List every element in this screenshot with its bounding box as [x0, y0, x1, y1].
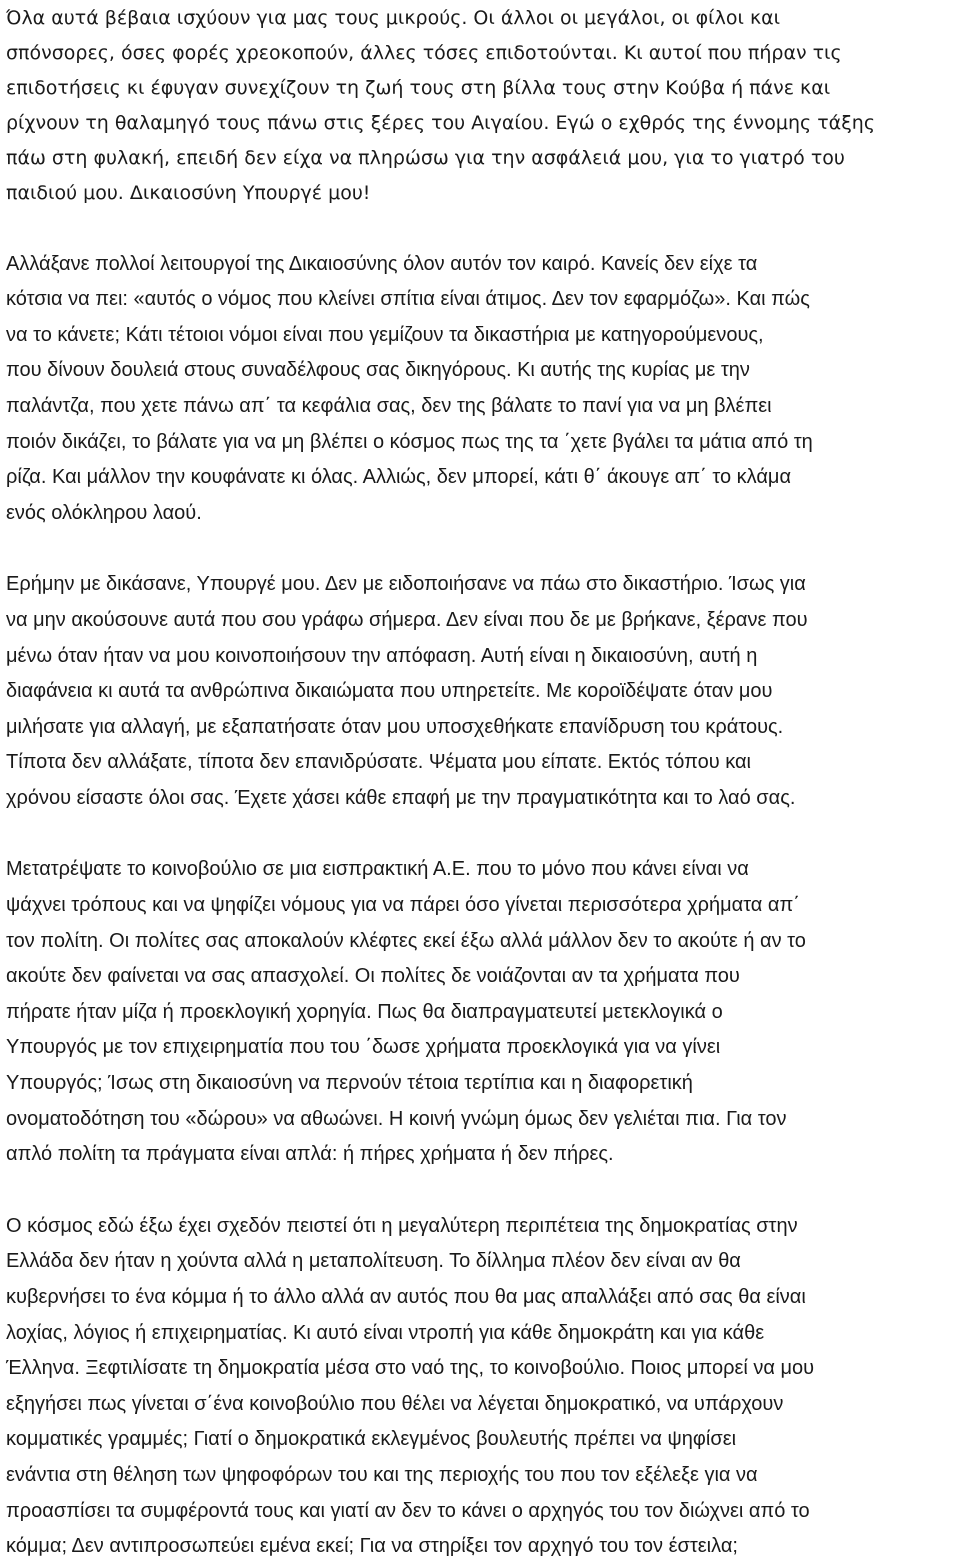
text-line: σπόνσορες, όσες φορές χρεοκοπούν, άλλες τόσες επιδοτούνται. Κι αυτοί που πήραν τις: [6, 42, 842, 65]
text-line: Ερήμην με δικάσανε, Υπουργέ μου. Δεν με ειδοποιήσανε να πάω στο δικαστήριο. Ίσως για: [6, 573, 806, 596]
text-line: πάω στη φυλακή, επειδή δεν είχα να πληρώσω για την ασφάλειά μου, για το γιατρό του: [6, 147, 845, 170]
text-line: Υπουργός; Ίσως στη δικαιοσύνη να περνούν τέτοια τερτίπια και η διαφορετική: [6, 1072, 693, 1095]
text-line: ακούτε δεν φαίνεται να σας απασχολεί. Οι πολίτες δε νοιάζονται αν τα χρήματα που: [6, 965, 740, 988]
text-line: ψάχνει τρόπους και να ψηφίζει νόμους για να πάρει όσο γίνεται περισσότερα χρήματα απ΄: [6, 894, 800, 917]
text-line: να το κάνετε; Κάτι τέτοιοι νόμοι είναι που γεμίζουν τα δικαστήρια με κατηγορούμενους,: [6, 323, 764, 346]
paragraph-2: [6, 247, 960, 532]
text-line: τον πολίτη. Οι πολίτες σας αποκαλούν κλέφτες εκεί έξω αλλά μάλλον δεν το ακούτε ή αν το: [6, 929, 806, 952]
paragraph-4: [6, 852, 960, 1172]
text-line: ρίχνουν τη θαλαμηγό τους πάνω στις ξέρες του Αιγαίου. Εγώ ο εχθρός της έννομης τάξης: [6, 112, 875, 135]
text-line: Όλα αυτά βέβαια ισχύουν για μας τους μικρούς. Οι άλλοι οι μεγάλοι, οι φίλοι και: [6, 7, 781, 29]
text-line: να μην ακούσουνε αυτά που σου γράφω σήμερα. Δεν είναι που δε με βρήκανε, ξέρανε που: [6, 608, 808, 631]
text-line: ενός ολόκληρου λαού.: [6, 501, 202, 524]
text-line: κυβερνήσει το ένα κόμμα ή το άλλο αλλά αν αυτός που θα μας απαλλάξει από σας θα είναι: [6, 1286, 806, 1308]
text-line: Μετατρέψατε το κοινοβούλιο σε μια εισπρακτική Α.Ε. που το μόνο που κάνει είναι να: [6, 858, 749, 881]
text-line: χρόνου είσαστε όλοι σας. Έχετε χάσει κάθε επαφή με την πραγματικότητα και το λαό σας.: [6, 786, 796, 809]
text-line: πήρατε ήταν μίζα ή προεκλογική χορηγία. Πως θα διαπραγματευτεί μετεκλογικά ο: [6, 1000, 723, 1023]
paragraph-5: [6, 1209, 960, 1565]
text-line: παιδιού μου. Δικαιοσύνη Υπουργέ μου!: [6, 182, 371, 205]
document-page: [6, 0, 960, 1565]
text-line: Ο κόσμος εδώ έξω έχει σχεδόν πειστεί ότι η μεγαλύτερη περιπέτεια της δημοκρατίας στην: [6, 1214, 798, 1237]
paragraph-1: [6, 0, 960, 212]
text-line: μένω όταν ήταν να μου κοινοποιήσουν την απόφαση. Αυτή είναι η δικαιοσύνη, αυτή η: [6, 644, 758, 667]
paragraph-3: [6, 567, 960, 816]
text-line: Υπουργός με τον επιχειρηματία που του ΄δωσε χρήματα προεκλογικά για να γίνει: [6, 1036, 721, 1059]
text-line: Αλλάξανε πολλοί λειτουργοί της Δικαιοσύνης όλον αυτόν τον καιρό. Κανείς δεν είχε τα: [6, 252, 758, 275]
text-line: ποιόν δικάζει, το βάλατε για να μη βλέπει ο κόσμος πως της τα ΄χετε βγάλει τα μάτια από τη: [6, 430, 813, 453]
text-line: διαφάνεια κι αυτά τα ανθρώπινα δικαιώματα που υπηρετείτε. Με κοροϊδέψατε όταν μου: [6, 680, 773, 703]
text-line: Έλληνα. Ξεφτιλίσατε τη δημοκρατία μέσα στο ναό της, το κοινοβούλιο. Ποιος μπορεί να μου: [6, 1357, 815, 1380]
text-line: ονοματοδότηση του «δώρου» να αθωώνει. Η κοινή γνώμη όμως δεν γελιέται πια. Για τον: [6, 1107, 787, 1130]
text-line: παλάντζα, που χετε πάνω απ΄ τα κεφάλια σας, δεν της βάλατε το πανί για να μη βλέπει: [6, 394, 772, 417]
text-line: ρίζα. Και μάλλον την κουφάνατε κι όλας. Αλλιώς, δεν μπορεί, κάτι θ΄ άκουγε απ΄ το κλάμα: [6, 466, 792, 489]
text-line: Τίποτα δεν αλλάξατε, τίποτα δεν επανιδρύσατε. Ψέματα μου είπατε. Εκτός τόπου και: [6, 751, 751, 774]
text-line: κόμμα; Δεν αντιπροσωπεύει εμένα εκεί; Για να στηρίξει τον αρχηγό του τον έστειλα;: [6, 1535, 738, 1558]
text-line: προασπίσει τα συμφέροντά τους και γιατί αν δεν το κάνει ο αρχηγός του τον διώχνει από το: [6, 1499, 810, 1522]
text-line: μιλήσατε για αλλαγή, με εξαπατήσατε όταν μου υποσχεθήκατε επανίδρυση του κράτους.: [6, 715, 784, 738]
text-line: επιδοτήσεις κι έφυγαν συνεχίζουν τη ζωή τους στη βίλλα τους στην Κούβα ή πάνε και: [6, 77, 831, 100]
text-line: απλό πολίτη τα πράγματα είναι απλά: ή πήρες χρήματα ή δεν πήρες.: [6, 1143, 614, 1166]
text-line: που δίνουν δουλειά στους συναδέλφους σας δικηγόρους. Κι αυτής της κυρίας με την: [6, 359, 750, 382]
text-line: κομματικές γραμμές; Γιατί ο δημοκρατικά εκλεγμένος βουλευτής πρέπει να ψηφίσει: [6, 1428, 737, 1451]
text-line: λοχίας, λόγιος ή επιχειρηματίας. Κι αυτό είναι ντροπή για κάθε δημοκράτη και για κάθε: [6, 1321, 765, 1344]
text-line: Ελλάδα δεν ήταν η χούντα αλλά η μεταπολίτευση. Το δίλλημα πλέον δεν είναι αν θα: [6, 1250, 741, 1273]
text-line: εξηγήσει πως γίνεται σ΄ένα κοινοβούλιο που θέλει να λέγεται δημοκρατικό, να υπάρχουν: [6, 1392, 784, 1415]
text-line: κότσια να πει: «αυτός ο νόμος που κλείνει σπίτια είναι άτιμος. Δεν τον εφαρμόζω». Και πώς: [6, 288, 810, 311]
text-line: ενάντια στη θέληση των ψηφοφόρων του και της περιοχής του που τον εξέλεξε για να: [6, 1463, 758, 1486]
